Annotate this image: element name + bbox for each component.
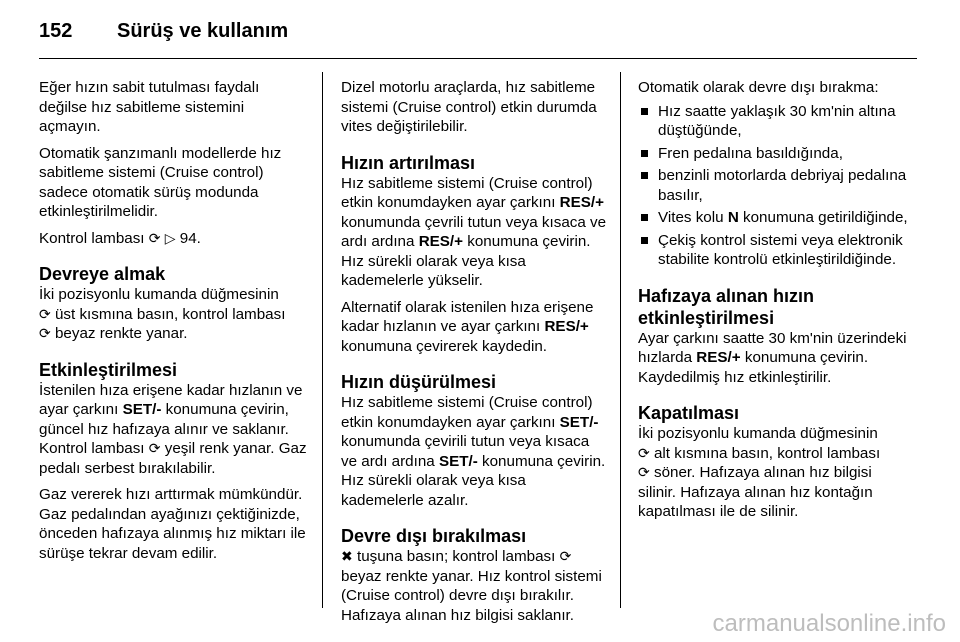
paragraph — [341, 298, 609, 357]
text: konumuna çevirin. Hız sürekli olarak veya kısa kademelerle yükselir. — [341, 233, 591, 289]
text: İstenilen hıza erişene kadar hızlanın ve ayar çarkını — [39, 381, 303, 418]
text: beyaz renkte yanar. Hız kontrol sistemi (Cruise control) devre dışı bırakılır. Hafızaya alınan hız bilgisi saklanır. — [341, 567, 602, 624]
paragraph — [341, 174, 609, 291]
text: konumuna çevirin. Hız sürekli olarak veya kısa kademelerle azalır. — [341, 452, 606, 509]
paragraph — [638, 424, 910, 522]
column-3 — [638, 78, 910, 529]
paragraph — [341, 393, 609, 510]
page-reference: 94. — [179, 229, 201, 247]
text: söner. Hafızaya alınan hız bilgisi silinir. Hafızaya alınan hız kontağın kapatılması ile de silinir. — [638, 464, 873, 520]
cruise-control-icon: ⟳ — [39, 325, 51, 341]
cruise-control-icon: ⟳ — [39, 305, 51, 322]
paragraph: Eğer hızın sabit tutulması faydalı değilse hız sabitleme sistemini açmayın. — [39, 79, 260, 135]
list-item — [638, 208, 910, 228]
section-heading-memory: Hafızaya alınan hızın etkinleştirilmesi — [638, 285, 815, 328]
paragraph — [39, 229, 309, 249]
text: alt kısmına basın, kontrol lambası — [653, 444, 881, 462]
paragraph: Dizel motorlu araçlarda, hız sabitleme sistemi (Cruise control) etkin durumda vites değiştirilebilir. — [341, 79, 597, 135]
text: konumunda çevirili tutun veya kısaca ve ardı ardına — [341, 433, 590, 470]
text: beyaz renkte yanar. — [54, 325, 188, 342]
cruise-control-icon: ⟳ — [559, 548, 572, 564]
paragraph: Otomatik şanzımanlı modellerde hız sabitleme sistemi (Cruise control) sadece otomatik sürüş modunda etkinleştirilmelidir. — [39, 144, 282, 220]
reference-arrow-icon: ▷ — [164, 229, 176, 246]
section-heading-off: Kapatılması — [638, 403, 740, 423]
column-divider — [322, 72, 323, 608]
text: İki pozisyonlu kumanda düğmesinin — [638, 425, 878, 442]
cancel-icon: ✖ — [341, 548, 353, 564]
text: tuşuna basın; kontrol lambası — [356, 548, 556, 565]
section-heading-activate: Devreye almak — [39, 264, 166, 284]
text: üst kısmına basın, kontrol lambası — [54, 305, 286, 323]
list-item: Çekiş kontrol sistemi veya elektronik stabilite kontrolü etkinleştirildiğinde. — [638, 231, 910, 270]
header-rule — [39, 58, 917, 59]
key-label: RES/+ — [559, 194, 604, 211]
section-heading-increase: Hızın artırılması — [341, 152, 476, 173]
text: konumunda çevrili tutun veya kısaca ve ardı ardına — [341, 213, 607, 250]
text: Alternatif olarak istenilen hıza erişene kadar hızlanın ve ayar çarkını — [341, 298, 594, 335]
cruise-control-icon: ⟳ — [148, 440, 161, 456]
key-label: SET/- — [559, 413, 599, 431]
paragraph — [638, 329, 910, 388]
paragraph — [39, 381, 309, 479]
list-item: benzinli motorlarda debriyaj pedalına basılır, — [638, 166, 910, 205]
text: Ayar çarkını saatte 30 km'nin üzerindeki hızlarda — [638, 329, 907, 366]
paragraph: Otomatik olarak devre dışı bırakma: — [638, 79, 879, 96]
text: yeşil renk yanar. Gaz pedalı serbest bırakılabilir. — [39, 440, 307, 477]
cruise-control-icon: ⟳ — [638, 464, 650, 480]
section-heading-decrease: Hızın düşürülmesi — [341, 372, 497, 392]
text: Hız sabitleme sistemi (Cruise control) etkin konumdayken ayar çarkını — [341, 174, 593, 211]
paragraph — [39, 285, 309, 344]
text: Hız sabitleme sistemi (Cruise control) etkin konumdayken ayar çarkını — [341, 394, 593, 431]
column-divider — [620, 72, 621, 608]
key-label: RES/+ — [544, 318, 589, 335]
page-number: 152 — [39, 20, 73, 42]
text: İki pozisyonlu kumanda düğmesinin — [39, 286, 279, 303]
column-1 — [39, 78, 309, 570]
text: konumuna çevirin. Kaydedilmiş hız etkinleştirilir. — [638, 349, 869, 386]
text: Vites kolu — [658, 209, 724, 226]
section-heading-enable: Etkinleştirilmesi — [39, 359, 178, 380]
key-label: N — [727, 209, 739, 226]
paragraph — [341, 547, 609, 625]
paragraph: Gaz vererek hızı arttırmak mümkündür. Gaz pedalından ayağınızı çektiğinizde, önceden hafızaya alınmış hız miktarı ile sürüşe tekrar devam edilir. — [39, 486, 306, 562]
list-item: Hız saatte yaklaşık 30 km'nin altına düştüğünde, — [638, 102, 910, 141]
cruise-control-icon: ⟳ — [148, 229, 161, 246]
chapter-title: Sürüş ve kullanım — [117, 20, 289, 42]
key-label: SET/- — [122, 401, 162, 418]
cruise-control-icon: ⟳ — [638, 444, 650, 461]
watermark: carmanualsonline.info — [712, 610, 946, 637]
key-label: RES/+ — [696, 349, 741, 366]
auto-deactivation-list — [638, 102, 910, 270]
text: Kontrol lambası — [39, 229, 145, 247]
text: konumuna çevirin, güncel hız hafızaya alınır ve saklanır. Kontrol lambası — [39, 401, 289, 457]
text: konumuna çevirerek kaydedin. — [341, 337, 547, 355]
key-label: SET/- — [438, 452, 478, 470]
list-item: Fren pedalına basıldığında, — [638, 144, 910, 164]
text: konumuna getirildiğinde, — [743, 209, 908, 226]
column-2 — [341, 78, 609, 632]
key-label: RES/+ — [418, 233, 464, 250]
section-heading-deactivate: Devre dışı bırakılması — [341, 526, 527, 546]
